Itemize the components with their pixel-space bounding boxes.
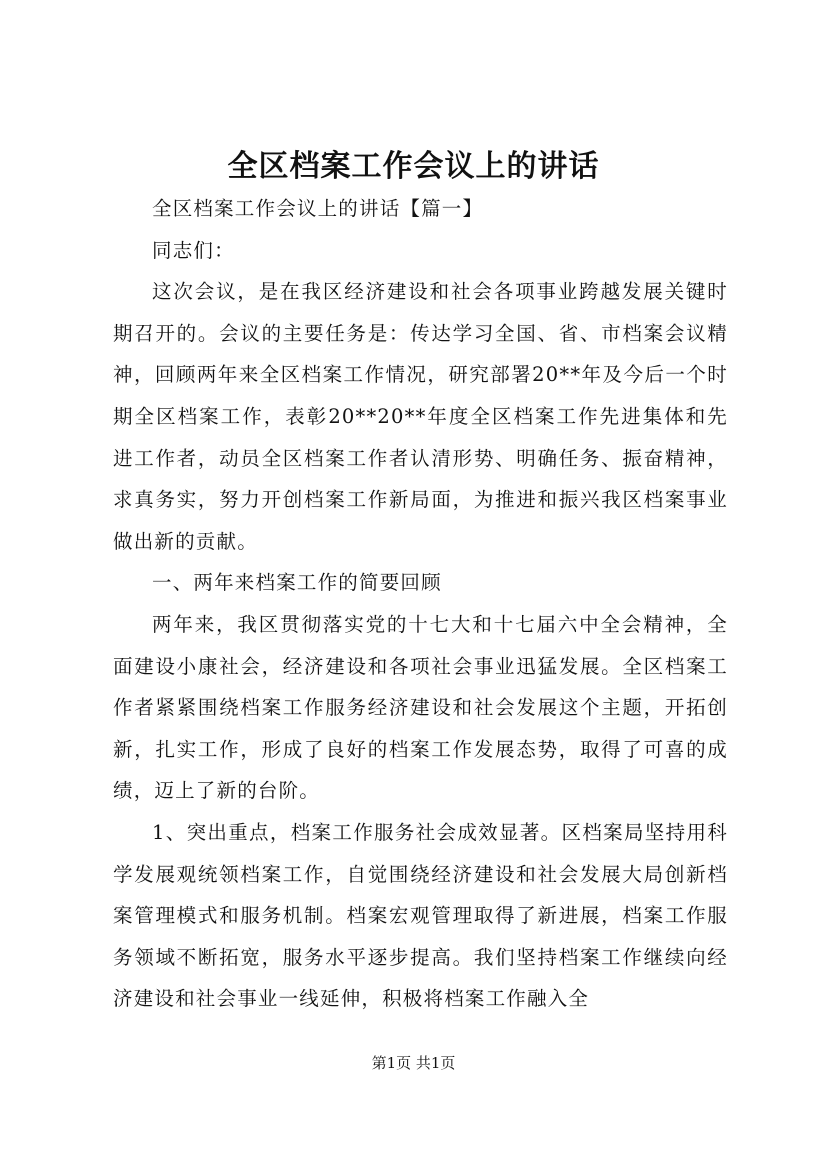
- body-paragraph: 1、突出重点，档案工作服务社会成效显著。区档案局坚持用科学发展观统领档案工作，自觉围绕经济建设和社会发展大局创新档案管理模式和服务机制。档案宏观管理取得了新进展，档案工作服务领域不断拓宽，服务水平逐步提高。我们坚持档案工作继续向经济建设和社会事业一线延伸，积极将档案工作融入全: [113, 820, 728, 1011]
- section-heading: 一、两年来档案工作的简要回顾: [152, 571, 442, 595]
- salutation-paragraph: 同志们：: [152, 238, 235, 262]
- document-title: 全区档案工作会议上的讲话: [227, 149, 600, 184]
- document-body: [113, 166, 728, 1020]
- subtitle-paragraph: 全区档案工作会议上的讲话【篇一】: [152, 197, 484, 220]
- title-spacer: [113, 166, 728, 188]
- body-paragraph: 这次会议，是在我区经济建设和社会各项事业跨越发展关键时期召开的。会议的主要任务是：传达学习全国、省、市档案会议精神，回顾两年来全区档案工作情况，研究部署20**年及今后一个时期全区档案工作，表彰20**20**年度全区档案工作先进集体和先进工作者，动员全区档案工作者认清形势、明确任务、振奋精神，求真务实，努力开创档案工作新局面，为推进和振兴我区档案事业做出新的贡献。: [113, 280, 728, 553]
- body-paragraph: 两年来，我区贯彻落实党的十七大和十七届六中全会精神，全面建设小康社会，经济建设和各项社会事业迅猛发展。全区档案工作者紧紧围绕档案工作服务经济建设和社会发展这个主题，开拓创新，扎实工作，形成了良好的档案工作发展态势，取得了可喜的成绩，迈上了新的台阶。: [113, 612, 728, 803]
- page-footer: 第1页 共1页: [371, 1054, 456, 1072]
